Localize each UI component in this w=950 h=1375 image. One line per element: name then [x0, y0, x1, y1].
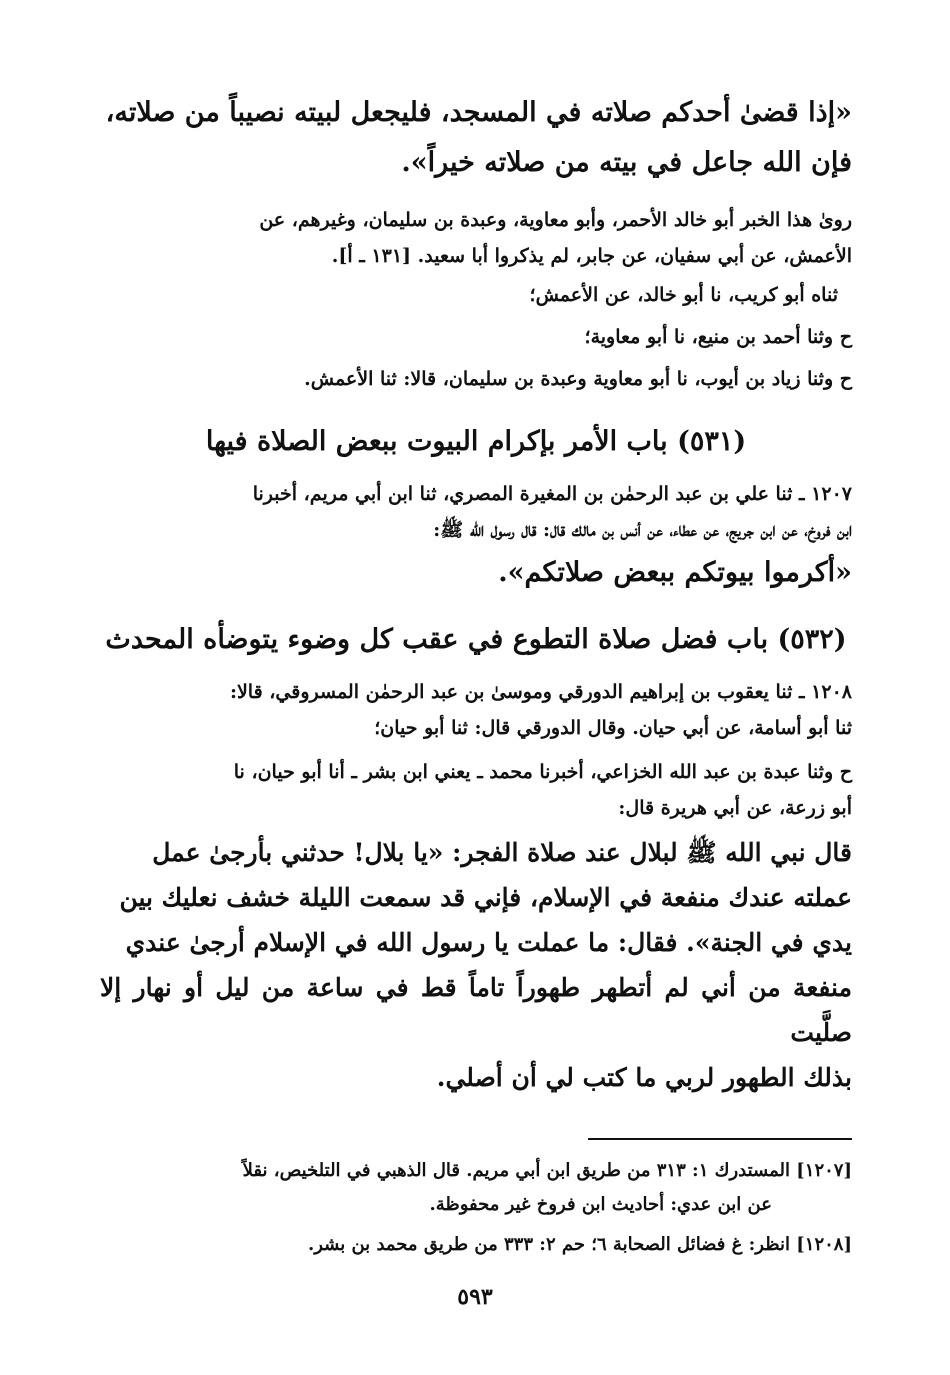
hadith-1208-matn-line-2: عملته عندك منفعة في الإسلام، فإني قد سمعت الليلة خشف نعليك بين — [119, 883, 852, 912]
top-note-line-2: الأعمش، عن أبي سفيان، عن جابر، لم يذكروا أبا سعيد. [١٣١ ـ أ]. — [331, 245, 852, 267]
top-hadith-line-2: فإن الله جاعل في بيته من صلاته خيراً». — [401, 147, 852, 178]
chain-line-1: ثناه أبو كريب، نا أبو خالد، عن الأعمش؛ — [529, 284, 838, 306]
spacer — [100, 746, 852, 754]
hadith-1208-matn-line-5: بذلك الطهور لربي ما كتب لي أن أصلي. — [436, 1063, 852, 1092]
hadith-1208-isnad-a-line-1: ١٢٠٨ ـ ثنا يعقوب بن إبراهيم الدورقي وموسىٰ بن عبد الرحمٰن المسروقي، قالا: — [229, 681, 852, 703]
page-number: ٥٩٣ — [457, 1284, 493, 1310]
footnote-1207-line-2: عن ابن عدي: أحاديث ابن فروخ غير محفوظة. — [429, 1194, 772, 1215]
hadith-1207-matn: «أكرموا بيوتكم ببعض صلاتكم». — [498, 557, 852, 588]
chapter-532-heading: (٥٣٢) باب فضل صلاة التطوع في عقب كل وضوء يتوضأه المحدث — [105, 624, 847, 655]
footnote-1207-line-1: [١٢٠٧] المستدرك ١: ٣١٣ من طريق ابن أبي مريم. قال الذهبي في التلخيص، نقلاً — [242, 1160, 852, 1181]
hadith-1208-isnad-a-line-2: ثنا أبو أسامة، عن أبي حيان. وقال الدورقي قال: ثنا أبو حيان؛ — [374, 717, 852, 739]
chapter-531-heading: (٥٣١) باب الأمر بإكرام البيوت ببعض الصلاة فيها — [205, 426, 747, 457]
hadith-1208-matn-line-4: منفعة من أني لم أتطهر طهوراً تاماً قط في ساعة من ليل أو نهار إلا صلَّيت — [100, 973, 852, 1047]
hadith-1208-matn-line-1: قال نبي الله ﷺ لبلال عند صلاة الفجر: «يا بلال! حدثني بأرجىٰ عمل — [152, 838, 852, 867]
chain-line-2: ح وثنا أحمد بن منيع، نا أبو معاوية؛ — [584, 326, 852, 348]
footnote-1208: [١٢٠٨] انظر: غ فضائل الصحابة ٦؛ حم ٢: ٣٣٣ من طريق محمد بن بشر. — [307, 1234, 852, 1255]
hadith-1208-isnad-b-line-1: ح وثنا عبدة بن عبد الله الخزاعي، أخبرنا محمد ـ يعني ابن بشر ـ أنا أبو حيان، نا — [233, 761, 852, 783]
footnote-divider — [588, 1138, 852, 1140]
chain-line-3: ح وثنا زياد بن أيوب، نا أبو معاوية وعبدة بن سليمان، قالا: ثنا الأعمش. — [304, 368, 852, 390]
top-hadith-line-1: «إذا قضىٰ أحدكم صلاته في المسجد، فليجعل لبيته نصيباً من صلاته، — [105, 97, 852, 128]
hadith-1208-matn-line-3: يدي في الجنة». فقال: ما عملت يا رسول الله في الإسلام أرجىٰ عندي — [125, 928, 852, 957]
spacer — [100, 188, 852, 202]
hadith-1208-isnad-b-line-2: أبو زرعة، عن أبي هريرة قال: — [618, 797, 852, 819]
top-note-line-1: رویٰ هذا الخبر أبو خالد الأحمر، وأبو معاوية، وعبدة بن سليمان، وغيرهم، عن — [259, 209, 852, 231]
hadith-1207-isnad-line-2: ابن فروخ، عن ابن جريج، عن عطاء، عن أنس بن مالك قال: قال رسول الله ﷺ: — [433, 519, 852, 541]
hadith-1207-isnad-line-1: ١٢٠٧ ـ ثنا علي بن عبد الرحمٰن بن المغيرة المصري، ثنا ابن أبي مريم، أخبرنا — [252, 483, 852, 505]
